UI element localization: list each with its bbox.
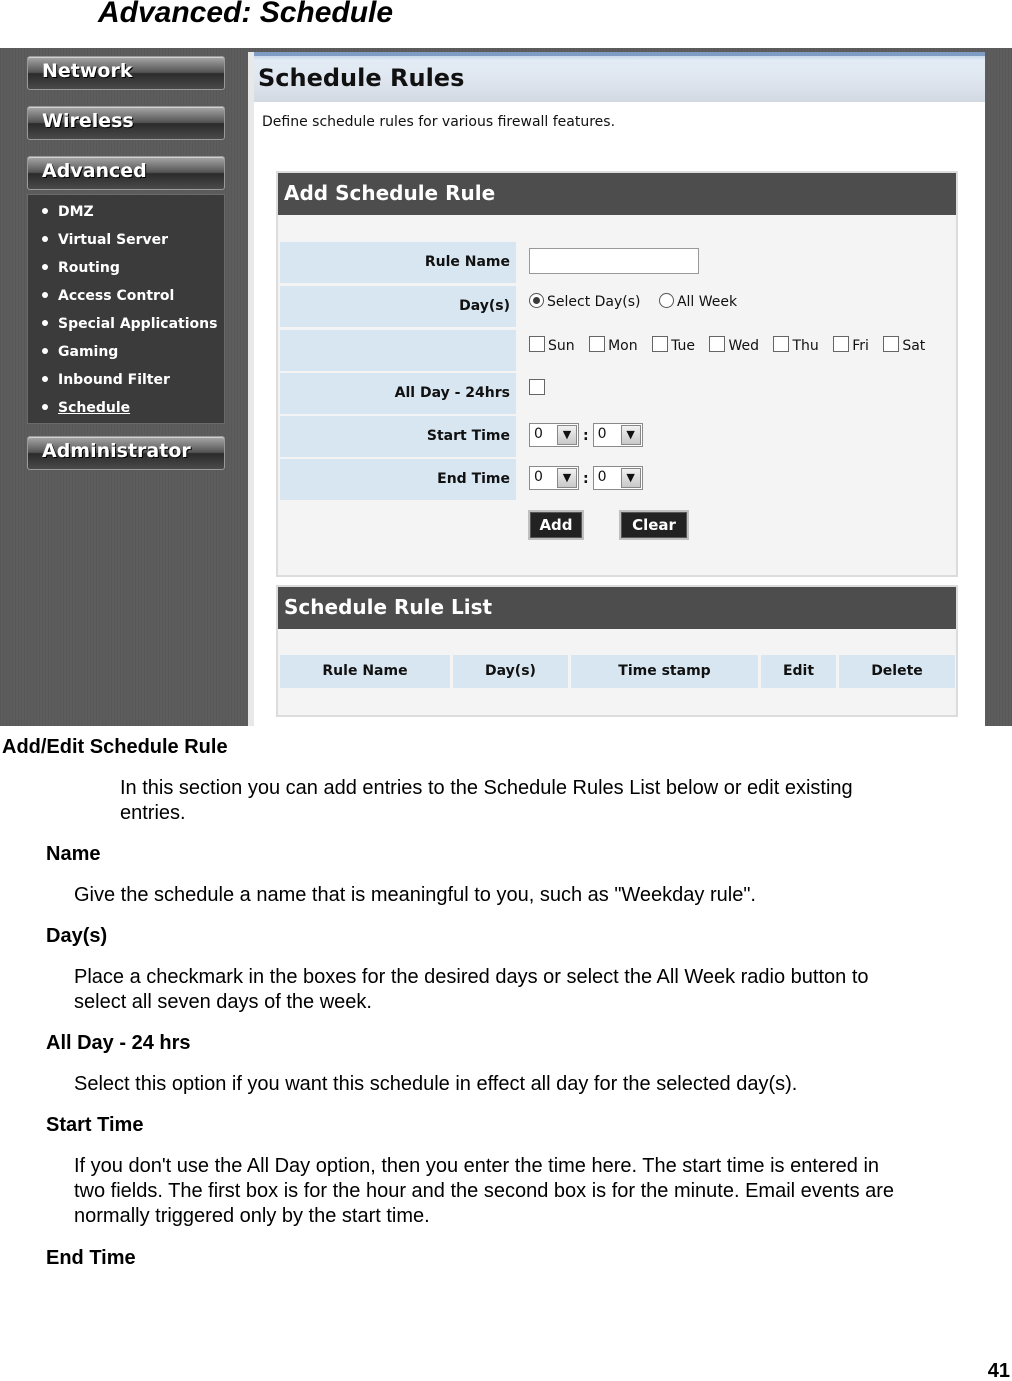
- chevron-down-icon: ▼: [557, 425, 577, 445]
- name-text: Give the schedule a name that is meaningful to you, such as "Weekday rule".: [74, 884, 756, 906]
- add-button[interactable]: Add: [528, 510, 584, 540]
- start-time-heading: Start Time: [46, 1114, 144, 1136]
- day-checkbox-wed[interactable]: Wed: [709, 338, 759, 354]
- radio-icon: [659, 293, 674, 308]
- clear-button[interactable]: Clear: [619, 510, 689, 540]
- bullet-icon: [42, 320, 48, 326]
- chevron-down-icon: ▼: [621, 468, 641, 488]
- advanced-submenu: [27, 194, 225, 424]
- router-screenshot: [0, 48, 1012, 726]
- checkbox-icon: [529, 336, 545, 352]
- rule-list-header-row: [280, 655, 955, 688]
- bullet-icon: [42, 292, 48, 298]
- checkbox-icon: [773, 336, 789, 352]
- days-label: Day(s): [280, 286, 516, 327]
- column-header-edit: Edit: [761, 655, 836, 688]
- column-header-time-stamp: Time stamp: [571, 655, 758, 688]
- checkbox-icon: [589, 336, 605, 352]
- schedule-rules-title: Schedule Rules: [254, 52, 985, 102]
- checkbox-icon: [652, 336, 668, 352]
- section-heading: Add/Edit Schedule Rule: [2, 736, 228, 758]
- nav-wireless-button[interactable]: Wireless: [27, 106, 225, 140]
- day-checkbox-fri[interactable]: Fri: [833, 338, 869, 354]
- day-checkbox-sun[interactable]: Sun: [529, 338, 575, 354]
- chevron-down-icon: ▼: [557, 468, 577, 488]
- submenu-item-dmz[interactable]: DMZ: [28, 201, 224, 229]
- day-checkbox-sat[interactable]: Sat: [883, 338, 925, 354]
- submenu-item-virtual-server[interactable]: Virtual Server: [28, 229, 224, 257]
- content-frame: [248, 52, 985, 726]
- all-day-text: Select this option if you want this schedule in effect all day for the selected day(s).: [74, 1073, 798, 1095]
- end-time-label: End Time: [280, 459, 516, 500]
- bullet-icon: [42, 376, 48, 382]
- days-heading: Day(s): [46, 925, 108, 947]
- rule-name-input[interactable]: [529, 248, 699, 274]
- all-day-label: All Day - 24hrs: [280, 373, 516, 414]
- day-checkbox-tue[interactable]: Tue: [652, 338, 695, 354]
- name-heading: Name: [46, 843, 101, 865]
- column-header-delete: Delete: [839, 655, 955, 688]
- bullet-icon: [42, 348, 48, 354]
- submenu-item-gaming[interactable]: Gaming: [28, 341, 224, 369]
- days-text-line-2: select all seven days of the week.: [74, 991, 372, 1013]
- start-time-label: Start Time: [280, 416, 516, 457]
- bullet-icon: [42, 404, 48, 410]
- intro-line-1: In this section you can add entries to the Schedule Rules List below or edit existing: [120, 777, 853, 799]
- day-checkbox-mon[interactable]: Mon: [589, 338, 638, 354]
- schedule-rules-description: Define schedule rules for various firewall features.: [262, 114, 616, 130]
- chevron-down-icon: ▼: [621, 425, 641, 445]
- all-day-checkbox[interactable]: [529, 379, 545, 395]
- add-schedule-rule-panel: Add Schedule Rule Rule Name Day(s) Select Day(s) All Week Sun Mon Tue Wed Thu Fri Sat All Day - 24hrs Start Time 0 ▼ : 0 ▼ End Time 0 ▼ : 0 ▼ Add Clear: [276, 171, 958, 577]
- end-time-heading: End Time: [46, 1247, 136, 1269]
- end-minute-select[interactable]: 0 ▼: [593, 466, 643, 490]
- start-time-text-line-1: If you don't use the All Day option, then you enter the time here. The start time is entered in: [74, 1155, 880, 1177]
- bullet-icon: [42, 264, 48, 270]
- select-days-radio[interactable]: Select Day(s): [529, 294, 641, 310]
- add-schedule-rule-header: Add Schedule Rule: [278, 173, 956, 215]
- intro-line-2: entries.: [120, 802, 186, 824]
- rule-name-label: Rule Name: [280, 242, 516, 283]
- start-minute-select[interactable]: 0 ▼: [593, 423, 643, 447]
- day-checkbox-thu[interactable]: Thu: [773, 338, 818, 354]
- schedule-rule-list-header: Schedule Rule List: [278, 587, 956, 629]
- start-time-text-line-3: normally triggered only by the start time.: [74, 1205, 430, 1227]
- schedule-rule-list-panel: [276, 585, 958, 717]
- submenu-item-routing[interactable]: Routing: [28, 257, 224, 285]
- page-number: 41: [987, 1360, 1010, 1381]
- checkbox-icon: [709, 336, 725, 352]
- checkbox-icon: [833, 336, 849, 352]
- sidebar: [0, 48, 248, 726]
- start-time-text-line-2: two fields. The first box is for the hour and the second box is for the minute. Email events are: [74, 1180, 895, 1202]
- all-day-heading: All Day - 24 hrs: [46, 1032, 191, 1054]
- submenu-item-special-applications[interactable]: Special Applications: [28, 313, 224, 341]
- submenu-item-inbound-filter[interactable]: Inbound Filter: [28, 369, 224, 397]
- nav-administrator-button[interactable]: Administrator: [27, 436, 225, 470]
- submenu-item-access-control[interactable]: Access Control: [28, 285, 224, 313]
- radio-selected-icon: [529, 293, 544, 308]
- end-hour-select[interactable]: 0 ▼: [529, 466, 579, 490]
- page-title: Advanced: Schedule: [98, 0, 394, 29]
- bullet-icon: [42, 208, 48, 214]
- start-hour-select[interactable]: 0 ▼: [529, 423, 579, 447]
- column-header-rule-name: Rule Name: [280, 655, 450, 688]
- days-text-line-1: Place a checkmark in the boxes for the desired days or select the All Week radio button to: [74, 966, 869, 988]
- nav-advanced-button[interactable]: Advanced: [27, 156, 225, 190]
- nav-network-button[interactable]: Network: [27, 56, 225, 90]
- all-week-radio[interactable]: All Week: [659, 294, 737, 310]
- checkbox-icon: [883, 336, 899, 352]
- column-header-days: Day(s): [453, 655, 568, 688]
- submenu-item-schedule[interactable]: Schedule: [28, 397, 224, 425]
- bullet-icon: [42, 236, 48, 242]
